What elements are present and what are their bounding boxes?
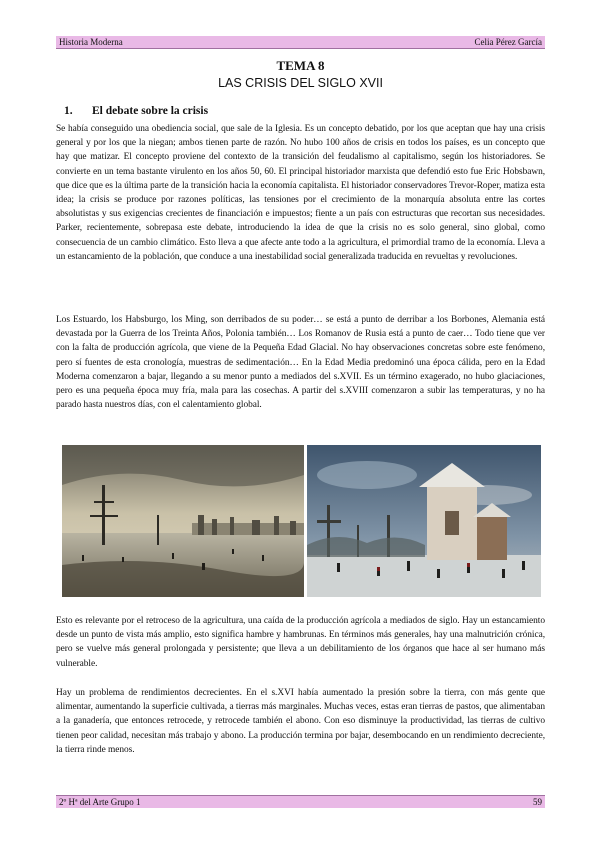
paragraph-3: Esto es relevante por el retroceso de la agricultura, una caída de la producción agrícola a mediados de siglo. Hay un estancamiento desde un punto de vista más amplio, esto significa hambre y hambrunas. En términos más generales, hay una malnutrición crónica, pero se vuelve más general prolongada y persistente; que lleva a un debilitamiento de los órganos que hace al ser humano más vulnerable. [56, 616, 545, 669]
footer-course-group: 2º Hª del Arte Grupo 1 [59, 797, 141, 807]
winter-landscape-painting-river [62, 445, 304, 597]
section-title: El debate sobre la crisis [92, 105, 209, 117]
paragraph-2: Los Estuardo, los Habsburgo, los Ming, son derribados de su poder… se está a punto de derribar a los Borbones, Alemania está devastada por la Guerra de los Treinta Años, Polonia también… Los Romanov de Rusia está a punto de caer… Todo tiene que ver con la falta de producción agrícola, que viene de la Pequeña Edad Glacial. No hay observaciones concretas sobre este fenómeno, pero sí fuentes de esta cronología, muestras de sedimentación… En la Edad Media predominó una época cálida, pero en la Edad Moderna comenzaron a bajar, llegando a su menor punto a mediados del s.XVII. Es un término exagerado, no hubo glaciaciones, pero es una pequeña época muy fría, mala para las cosechas. A partir del s.XVIII comenzaron a subir las temperaturas, y no ha parado hasta nuestros días, con el calentamiento global. [56, 315, 545, 411]
winter-skating-painting-tower [307, 445, 541, 597]
page-footer-band [56, 795, 545, 808]
header-author: Celia Pérez García [474, 37, 542, 47]
page-subtitle: LAS CRISIS DEL SIGLO XVII [218, 76, 383, 90]
page-number: 59 [533, 797, 542, 807]
paragraph-4: Hay un problema de rendimientos decrecientes. En el s.XVI había aumentado la presión sobre la tierra, con más gente que alimentar, aumentando la superficie cultivada, a tierras más marginales. Muchas veces, estas eran tierras de pastos, que alimentaban a la ganadería, que entonces retrocede, y retrocede también el abono. Con eso disminuye la productividad, las tierras de cultivo tienen peor calidad, necesitan más trabajo y abono. La producción termina por bajar, desembocando en un rendimiento decreciente, la tierra rinde menos. [56, 688, 545, 755]
header-course: Historia Moderna [59, 37, 123, 47]
page-header-band [56, 36, 545, 49]
paragraph-1: Se había conseguido una obediencia social, que sale de la Iglesia. Es un concepto debatido, por los que aceptan que hay una crisis general y por los que la niegan; ambos tienen parte de razón. No hubo 100 años de crisis en todos los países, es un concepto que hay que matizar. El concepto proviene del contexto de la transición del feudalismo al capitalismo, según los historiadores. Se convierte en un tema bastante virulento en los años 50, 60. El principal historiador marxista que defendió esto fue Eric Hobsbawn, que dice que es la última parte de la transición hacia la economía capitalista. El historiador conservadores Trevor-Roper, matiza esta idea; la crisis se produce por razones políticas, las tensiones por el crecimiento de la monarquía absoluta entre las cortes absolutistas y sus exigencias crecientes de financiación e impuestos; fiente a un país con estructuras que recortan sus necesidades. Parker, recientemente, sobrepasa este debate, introduciendo la idea de que la crisis no es solo general, sino global, como consecuencia de un cambio climático. Esto lleva a que afecte ante todo a la agricultura, el primordial tramo de la economía. Lleva a un estancamiento de la población, que conduce a una inestabilidad social generalizada traducida en revueltas y revoluciones. [56, 124, 545, 262]
section-heading [64, 104, 208, 118]
page-title: TEMA 8 [276, 58, 325, 73]
section-number: 1. [64, 105, 73, 117]
